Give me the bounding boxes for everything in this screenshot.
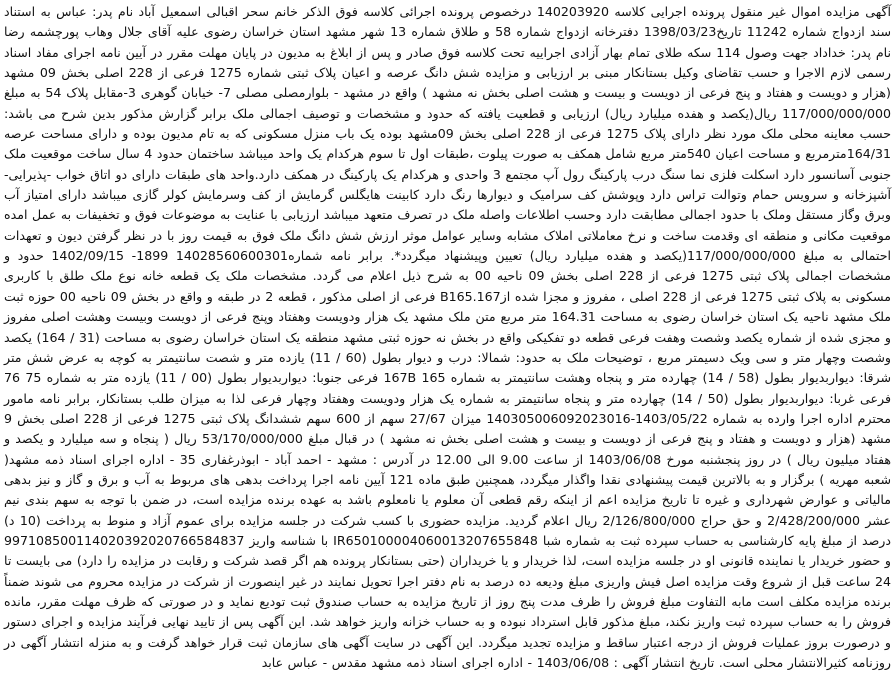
auction-notice-body: آگهی مزایده اموال غیر منقول پرونده اجرایی کلاسه 140203920 درخصوص پرونده اجرائی کلاسه فوق الذکر خانم سحر اقبالی اسمعیل آباد نام پدر: عباس به استناد سند ازدواج شماره 11242 تاریخ1398/03/23 دفترخانه ازدواج شماره 58 و طلاق شماره 13 شهر مشهد استان خراسان رضوی علیه آقای جلال وهاب پورچشمه رضا نام پدر: خداداد جهت وصول 114 سکه طلای تمام بهار آزادی اجراییه تحت کلاسه فوق صادر و پس از ابلاغ به مدیون در پایان مهلت مقرر در آیین نامه اجرای مفاد اسناد رسمی لازم الاجرا و حسب تقاضای وکیل بستانکار مبنی بر ارزیابی و مزایده شش دانگ عرصه و اعیان پلاک ثبتی شماره 1275 فرعی از 228 اصلی بخش 09 مشهد (هزار و دویست و هفتاد و پنج فرعی از دویست و بیست و هشت اصلی بخش نه مشهد ) واقع در مشهد - بلوارمصلی مصلی 7- خیابان گوهری 3-مقابل پلاک 54 به مبلغ 117/000/000/000 ریال(یکصد و هفده میلیارد ریال) ارزیابی و قطعیت یافته که حدود و مشخصات و توصیف اجمالی ملک برابر گزارش مذکور بدین شرح می باشد: حسب معاینه محلی ملک مورد نظر دارای پلاک 1275 فرعی از 228 اصلی بخش 09مشهد بوده یک باب منزل مسکونی که به تام مدیون بوده و دارای مساحت عرصه 164/31مترمربع و مساحت اعیان 540متر مربع شامل همکف به صورت پیلوت ،طبقات اول تا سوم هرکدام یک واحد میباشد ساختمان حدود 4 سال ساخت موقعیت ملک جنوبی آسانسور دارد اسکلت فلزی نما سنگ درب پارکینگ رول آپ مجتمع 3 واحدی و هرکدام یک پارکینگ در همکف دارد.واحد های طبقات دارای دو اتاق خواب -پذیرایی-آشپزخانه و سرویس حمام وتوالت تراس دارد وپوشش کف سرامیک و دیوارها رنگ دارد کابینت هایگلس گرمایش از کف وسرمایش کولر گازی میباشد دارای امتیاز آب وبرق وگاز مستقل وملک با حدود اجمالی مطابقت دارد وحسب اطلاعات واصله ملک در تصرف متعهد میباشد ارزیابی با عنایت به موضوعات فوق و تخفیفات به عمل امده موقعیت مکانی و منطقه ای وقدمت ساخت و نرخ معاملاتی املاک مشابه وسایر عوامل موثر ارزش شش دانگ ملک فوق به قیمت روز با در نظر گرفتن دیون و تعهدات احتمالی به مبلغ 117/000/000/000(یکصد و هفده میلیارد ریال) تعیین وپیشنهاد میگردد*. برابر نامه شماره14028560600301 1899- 1402/09/15 حدود و مشخصات اجمالی پلاک ثبتی 1275 فرعی از 228 اصلی بخش 09 ناحیه 00 به شرح ذیل اعلام می گردد. مشخصات ملک یک قطعه خانه نوع ملک طلق با کاربری مسکونی به پلاک ثبتی 1275 فرعی از 228 اصلی ، مفروز و مجزا شده ازB165.167 فرعی از اصلی مذکور ، قطعه 2 در طبقه و واقع در بخش 09 ناحیه 00 حوزه ثبت ملک مشهد ناحیه یک استان خراسان رضوی به مساحت 164.31 متر مربع متن ملک مشهد یک هزار ودویست وهفتاد وپنج فرعی از دویست وبیست وهشت اصلی مفروز و مجزی شده از شماره یکصد وشصت وهفت فرعی قطعه دو تفکیکی واقع در بخش نه حوزه ثبتی مشهد منطقه یک استان خراسان رضوی به مساحت (31 / 164) یکصد وشصت وچهار متر و سی ویک دسیمتر مربع ، توضیحات ملک به حدود: شمالا: درب و دیوار بطول (60 / 11) یازده متر و شصت سانتیمتر به کوچه به عرض شش متر شرقا: دیواربدیوار بطول (58 / 14) چهارده متر و پنجاه وهشت سانتیمتر به شماره 165 167B فرعی جنوبا: دیواربدیوار بطول (00 / 11) یازده متر به شماره 75 76 فرعی غربا: دیواربدیوار بطول (50 / 14) چهارده متر و پنجاه سانتیمتر به شماره یک هزار ودویست وهفتاد وچهار فرعی لذا به میزان طلب بستانکار، برابر نامه مامور محترم اداره اجرا وارده به شماره 1403/05/22-140305006092023016 میزان 27/67 سهم از 600 سهم ششدانگ پلاک ثبتی 1275 فرعی از 228 اصلی بخش 9 مشهد (هزار و دویست و هفتاد و پنج فرعی از دویست و بیست و هشت اصلی بخش نه مشهد ) در قبال مبلغ 53/170/000/000 ریال ( پنجاه و سه میلیارد و یکصد و هفتاد میلیون ریال ) در روز پنجشنبه مورخ 1403/06/08 از ساعت 9.00 الی 12.00 در آدرس : مشهد - احمد آباد - ابوذرغفاری 35 - اداره اجرای اسناد ذمه مشهد( شعبه مهریه ) برگزار و به بالاترین قیمت پیشنهادی نقدا واگذار میگردد، همچنین طبق ماده 121 آیین نامه اجرا پرداخت بدهی های مربوط به آب و برق و گاز و نیز بدهی مالیاتی و عوارض شهرداری و غیره تا تاریخ مزایده اعم از اینکه رقم قطعی آن معلوم یا نامعلوم باشد به عهده برنده مزایده است، در ضمن با توجه به سهم بندی نیم عشر 2/428/200/000 و حق حراج 2/126/800/000 ریال اعلام گردید. مزایده حضوری با کسب شرکت در جلسه مزایده برای عموم آزاد و منوط به پرداخت (10 د) درصد از مبلغ پایه کارشناسی به حساب سپرده ثبت به شماره شبا IR650100004060013207655848 با شناسه واریز 997108500114020392020766584837 و حضور خریدار یا نماینده قانونی او در جلسه مزایده است، لذا خریدار و یا خریداران (حتی بستانکار پرونده هم اگر قصد شرکت و رقابت در مزایده را دارد) می بایست تا 24 ساعت قبل از شروع وقت مزایده اصل فیش واریزی مبلغ ودیعه ده درصد به نام دفتر اجرا تحویل نمایند در غیر اینصورت از شرکت در مزایده محروم می شوند ضمناً برنده مزایده مکلف است مابه التفاوت مبلغ فروش را ظرف مدت پنج روز از تاریخ مزایده به حساب صندوق ثبت تودیع نماید و در صورتی که ظرف مهلت مقرر، مانده فروش را به حساب سپرده ثبت واریز نکند، مبلغ مذکور قابل استرداد نبوده و به حساب خزانه واریز خواهد شد. این آگهی پس از تایید نهایی فرآیند مزایده و اجرای دستور و درصورت بروز عملیات فروش از درجه اعتبار ساقط و مزایده تجدید میگردد. این آگهی در سایت آگهی های سازمان ثبت قرار خواهد گرفت و به منزله انتشار آگهی در روزنامه کثیرالانتشار محلی است. تاریخ انتشار آگهی : 1403/06/08 - اداره اجرای اسناد ذمه مشهد مقدس - عباس عابد	[4, 4, 892, 670]
